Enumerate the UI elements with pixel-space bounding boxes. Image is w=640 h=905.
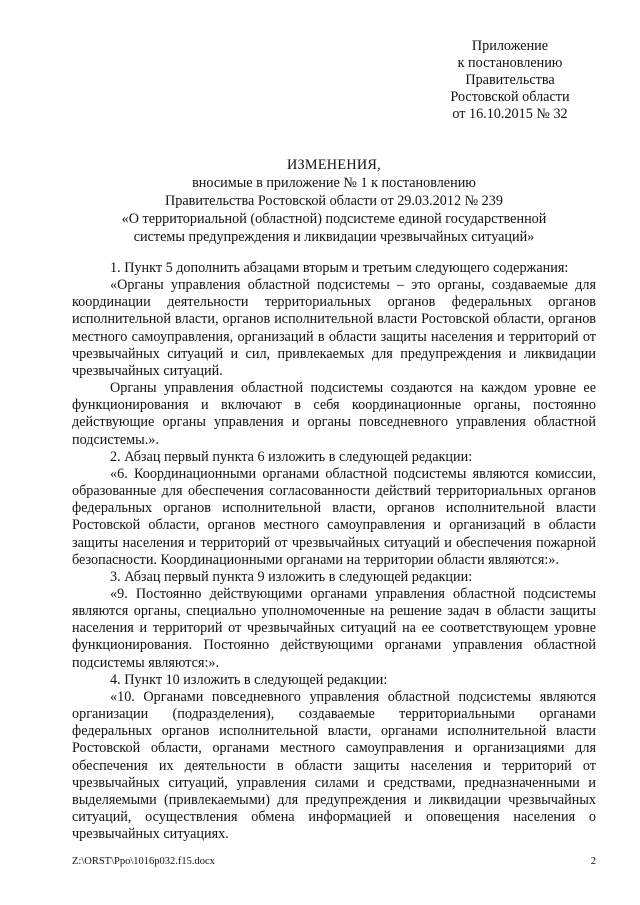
heading-line: системы предупреждения и ликвидации чрезвычайных ситуаций» xyxy=(133,229,535,245)
annex-block xyxy=(418,38,602,123)
paragraph-quote: «Органы управления областной подсистемы – это органы, создаваемые для координации деятельности территориальных органов федеральных органов исполнительной власти, органов исполнительной власти Ростовской области, органов местного самоуправления, организаций в области защиты населения и территорий от чрезвычайных ситуаций и сил, привлекаемых для предупреждения и ликвидации чрезвычайных ситуаций. xyxy=(72,277,596,379)
paragraph-quote: Органы управления областной подсистемы создаются на каждом уровне ее функционирования и включают в себя координационные органы, постоянно действующие органы управления и органы повседневного управления областной подсистемы.». xyxy=(72,380,596,448)
paragraph-quote: «9. Постоянно действующими органами управления областной подсистемы являются органы, специально уполномоченные на решение задач в области защиты населения и территорий от чрезвычайных ситуаций на ее соответствующем уровне функционирования. Постоянно действующими органами управления областной подсистемы являются:». xyxy=(72,585,596,671)
paragraph-item-4: 4. Пункт 10 изложить в следующей редакции: xyxy=(110,671,388,688)
document-heading xyxy=(72,156,596,246)
paragraph-quote: «10. Органами повседневного управления областной подсистемы являются организации (подразделения), создаваемые территориальными органами федеральных органов исполнительной власти, органами исполнительной власти Ростовской области, органами местного самоуправления и организациями для обеспечения их деятельности в области защиты населения и территорий от чрезвычайных ситуаций, управления силами и средствами, предназначенными и выделяемыми (привлекаемыми) для предупреждения и ликвидации чрезвычайных ситуаций, осуществления обмена информацией и оповещения населения о чрезвычайных ситуациях. xyxy=(72,688,596,843)
paragraph-item-2: 2. Абзац первый пункта 6 изложить в следующей редакции: xyxy=(110,448,473,465)
annex-line: от 16.10.2015 № 32 xyxy=(452,106,568,122)
document-body xyxy=(72,260,596,843)
paragraph-item-1: 1. Пункт 5 дополнить абзацами вторым и третьим следующего содержания: xyxy=(110,260,569,276)
heading-title: ИЗМЕНЕНИЯ, xyxy=(286,157,382,173)
annex-line: Приложение xyxy=(471,38,549,54)
page-number: 2 xyxy=(590,856,596,867)
heading-line: «О территориальной (областной) подсистеме единой государственной xyxy=(121,211,547,227)
annex-line: к постановлению xyxy=(457,55,563,71)
file-path: Z:\ORST\Ppo\1016p032.f15.docx xyxy=(72,856,215,867)
heading-line: вносимые в приложение № 1 к постановлению xyxy=(192,175,476,191)
heading-line: Правительства Ростовской области от 29.03.2012 № 239 xyxy=(165,193,503,209)
annex-line: Ростовской области xyxy=(450,89,570,105)
paragraph-item-3: 3. Абзац первый пункта 9 изложить в следующей редакции: xyxy=(110,568,473,585)
paragraph-quote: «6. Координационными органами областной подсистемы являются комиссии, образованные для обеспечения согласованности действий территориальных органов федеральных органов исполнительной власти, органов исполнительной власти Ростовской области, органов местного самоуправления и организаций в области защиты населения и территорий от чрезвычайных ситуаций и обеспечения пожарной безопасности. Координационными органами на территории области являются:». xyxy=(72,465,596,568)
annex-line: Правительства xyxy=(465,72,555,88)
